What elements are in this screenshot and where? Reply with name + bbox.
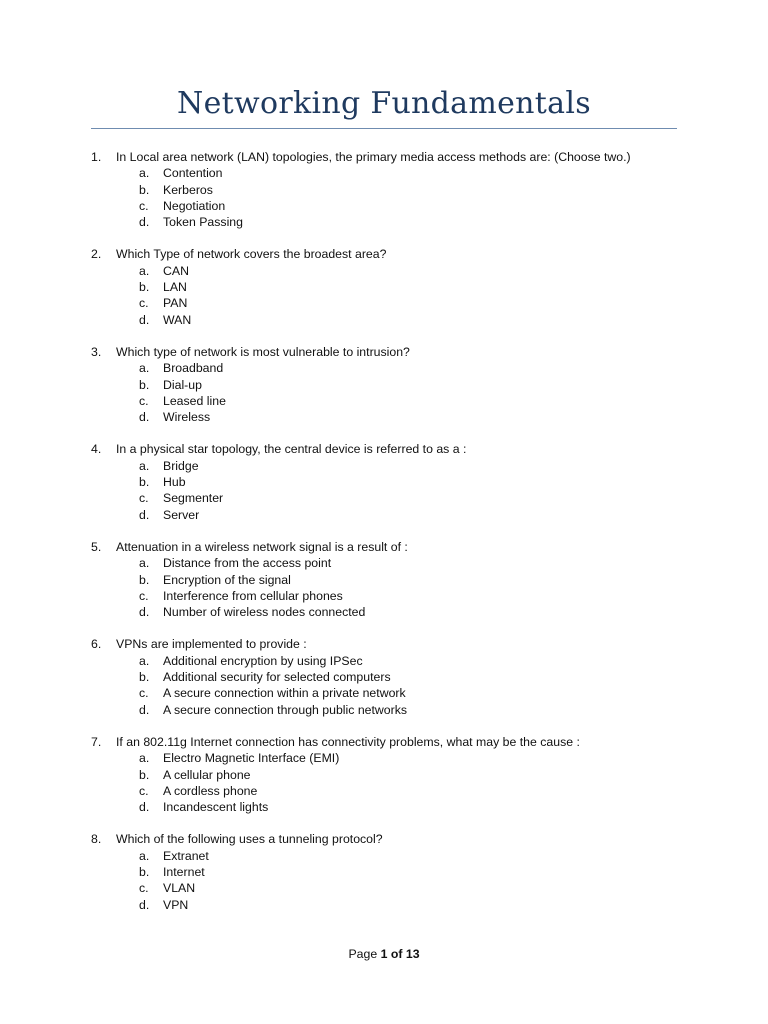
footer-page-label: Page (348, 947, 378, 961)
option-text: Token Passing (163, 215, 243, 230)
option-letter: c. (139, 686, 149, 701)
answer-options (91, 263, 681, 328)
option-text: VPN (163, 897, 189, 912)
answer-option (91, 360, 681, 376)
answer-option (91, 669, 681, 685)
question-item (91, 636, 681, 717)
option-text: Incandescent lights (163, 800, 269, 815)
option-letter: b. (139, 670, 150, 685)
option-letter: c. (139, 198, 149, 213)
question-text: In a physical star topology, the central device is referred to as a : (116, 442, 467, 457)
answer-option (91, 507, 681, 523)
option-letter: d. (139, 702, 150, 717)
question-item (91, 246, 681, 327)
question-line (91, 441, 681, 457)
question-text: VPNs are implemented to provide : (116, 637, 307, 652)
option-text: Wireless (163, 410, 211, 425)
option-letter: a. (139, 751, 150, 766)
question-line (91, 539, 681, 555)
question-text: Which Type of network covers the broadest area? (116, 247, 387, 262)
option-text: Distance from the access point (163, 556, 332, 571)
page-footer (0, 947, 768, 961)
answer-option (91, 702, 681, 718)
page-title: Networking Fundamentals (177, 86, 591, 121)
option-text: A cordless phone (163, 783, 258, 798)
option-letter: c. (139, 491, 149, 506)
title-divider (91, 128, 677, 129)
option-text: CAN (163, 263, 189, 278)
answer-option (91, 897, 681, 913)
option-text: Additional encryption by using IPSec (163, 653, 363, 668)
option-text: Encryption of the signal (163, 572, 291, 587)
answer-option (91, 604, 681, 620)
question-item (91, 149, 681, 230)
option-letter: b. (139, 475, 150, 490)
option-text: Negotiation (163, 198, 226, 213)
answer-options (91, 653, 681, 718)
option-letter: d. (139, 410, 150, 425)
answer-options (91, 165, 681, 230)
question-item (91, 539, 681, 620)
answer-option (91, 458, 681, 474)
option-letter: d. (139, 897, 150, 912)
answer-option (91, 572, 681, 588)
option-text: PAN (163, 296, 188, 311)
question-item (91, 344, 681, 425)
option-text: Leased line (163, 393, 226, 408)
question-item (91, 734, 681, 815)
answer-option (91, 864, 681, 880)
answer-options (91, 458, 681, 523)
answer-option (91, 312, 681, 328)
answer-option (91, 555, 681, 571)
answer-option (91, 263, 681, 279)
question-text: Attenuation in a wireless network signal is a result of : (116, 539, 408, 554)
option-letter: c. (139, 881, 149, 896)
option-letter: c. (139, 393, 149, 408)
option-text: Extranet (163, 848, 209, 863)
question-line (91, 734, 681, 750)
option-letter: c. (139, 783, 149, 798)
option-text: LAN (163, 280, 187, 295)
answer-options (91, 848, 681, 913)
answer-option (91, 393, 681, 409)
option-text: VLAN (163, 881, 196, 896)
option-letter: d. (139, 312, 150, 327)
option-text: Dial-up (163, 377, 202, 392)
answer-option (91, 295, 681, 311)
question-line (91, 344, 681, 360)
footer-page-total: 13 (405, 947, 420, 961)
answer-option (91, 653, 681, 669)
option-letter: a. (139, 653, 150, 668)
question-line (91, 636, 681, 652)
answer-option (91, 198, 681, 214)
option-letter: d. (139, 215, 150, 230)
question-text: In Local area network (LAN) topologies, the primary media access methods are: (Choose two.) (116, 150, 631, 164)
option-letter: a. (139, 166, 150, 181)
option-text: Additional security for selected computers (163, 670, 391, 685)
footer-of-label: of (390, 947, 403, 961)
question-number: 8. (91, 832, 102, 847)
question-item (91, 831, 681, 912)
option-letter: a. (139, 361, 150, 376)
option-text: Internet (163, 864, 205, 879)
answer-option (91, 474, 681, 490)
option-letter: a. (139, 556, 150, 571)
question-number: 3. (91, 344, 102, 359)
option-letter: d. (139, 507, 150, 522)
question-number: 6. (91, 637, 102, 652)
option-letter: b. (139, 182, 150, 197)
answer-option (91, 750, 681, 766)
question-number: 2. (91, 247, 102, 262)
question-text: If an 802.11g Internet connection has connectivity problems, what may be the cause : (116, 734, 580, 749)
option-letter: b. (139, 572, 150, 587)
answer-option (91, 799, 681, 815)
option-text: A cellular phone (163, 767, 251, 782)
answer-option (91, 182, 681, 198)
option-text: A secure connection within a private network (163, 686, 406, 701)
question-number: 1. (91, 150, 102, 164)
option-text: Bridge (163, 458, 199, 473)
option-letter: a. (139, 263, 150, 278)
question-number: 4. (91, 442, 102, 457)
option-letter: d. (139, 605, 150, 620)
answer-option (91, 767, 681, 783)
question-list (91, 149, 681, 929)
option-text: Hub (163, 475, 186, 490)
option-letter: a. (139, 458, 150, 473)
answer-option (91, 490, 681, 506)
answer-option (91, 588, 681, 604)
option-text: A secure connection through public networks (163, 702, 408, 717)
option-text: Contention (163, 166, 223, 181)
answer-option (91, 783, 681, 799)
answer-options (91, 750, 681, 815)
question-text: Which of the following uses a tunneling protocol? (116, 832, 383, 847)
question-line (91, 149, 681, 165)
option-text: Segmenter (163, 491, 224, 506)
answer-option (91, 165, 681, 181)
option-text: Broadband (163, 361, 224, 376)
option-text: Kerberos (163, 182, 213, 197)
question-line (91, 246, 681, 262)
answer-option (91, 214, 681, 230)
option-letter: c. (139, 588, 149, 603)
option-text: Interference from cellular phones (163, 588, 343, 603)
answer-options (91, 555, 681, 620)
answer-option (91, 279, 681, 295)
answer-option (91, 685, 681, 701)
option-letter: b. (139, 377, 150, 392)
option-letter: a. (139, 848, 150, 863)
question-item (91, 441, 681, 522)
option-letter: b. (139, 767, 150, 782)
option-text: Number of wireless nodes connected (163, 605, 366, 620)
option-letter: b. (139, 280, 150, 295)
option-letter: b. (139, 864, 150, 879)
answer-option (91, 848, 681, 864)
option-text: WAN (163, 312, 192, 327)
answer-option (91, 377, 681, 393)
question-line (91, 831, 681, 847)
question-number: 7. (91, 734, 102, 749)
footer-page-current: 1 (380, 947, 388, 961)
question-text: Which type of network is most vulnerable to intrusion? (116, 344, 410, 359)
option-text: Server (163, 507, 200, 522)
answer-options (91, 360, 681, 425)
answer-option (91, 880, 681, 896)
option-letter: c. (139, 296, 149, 311)
answer-option (91, 409, 681, 425)
option-text: Electro Magnetic Interface (EMI) (163, 751, 340, 766)
option-letter: d. (139, 800, 150, 815)
question-number: 5. (91, 539, 102, 554)
